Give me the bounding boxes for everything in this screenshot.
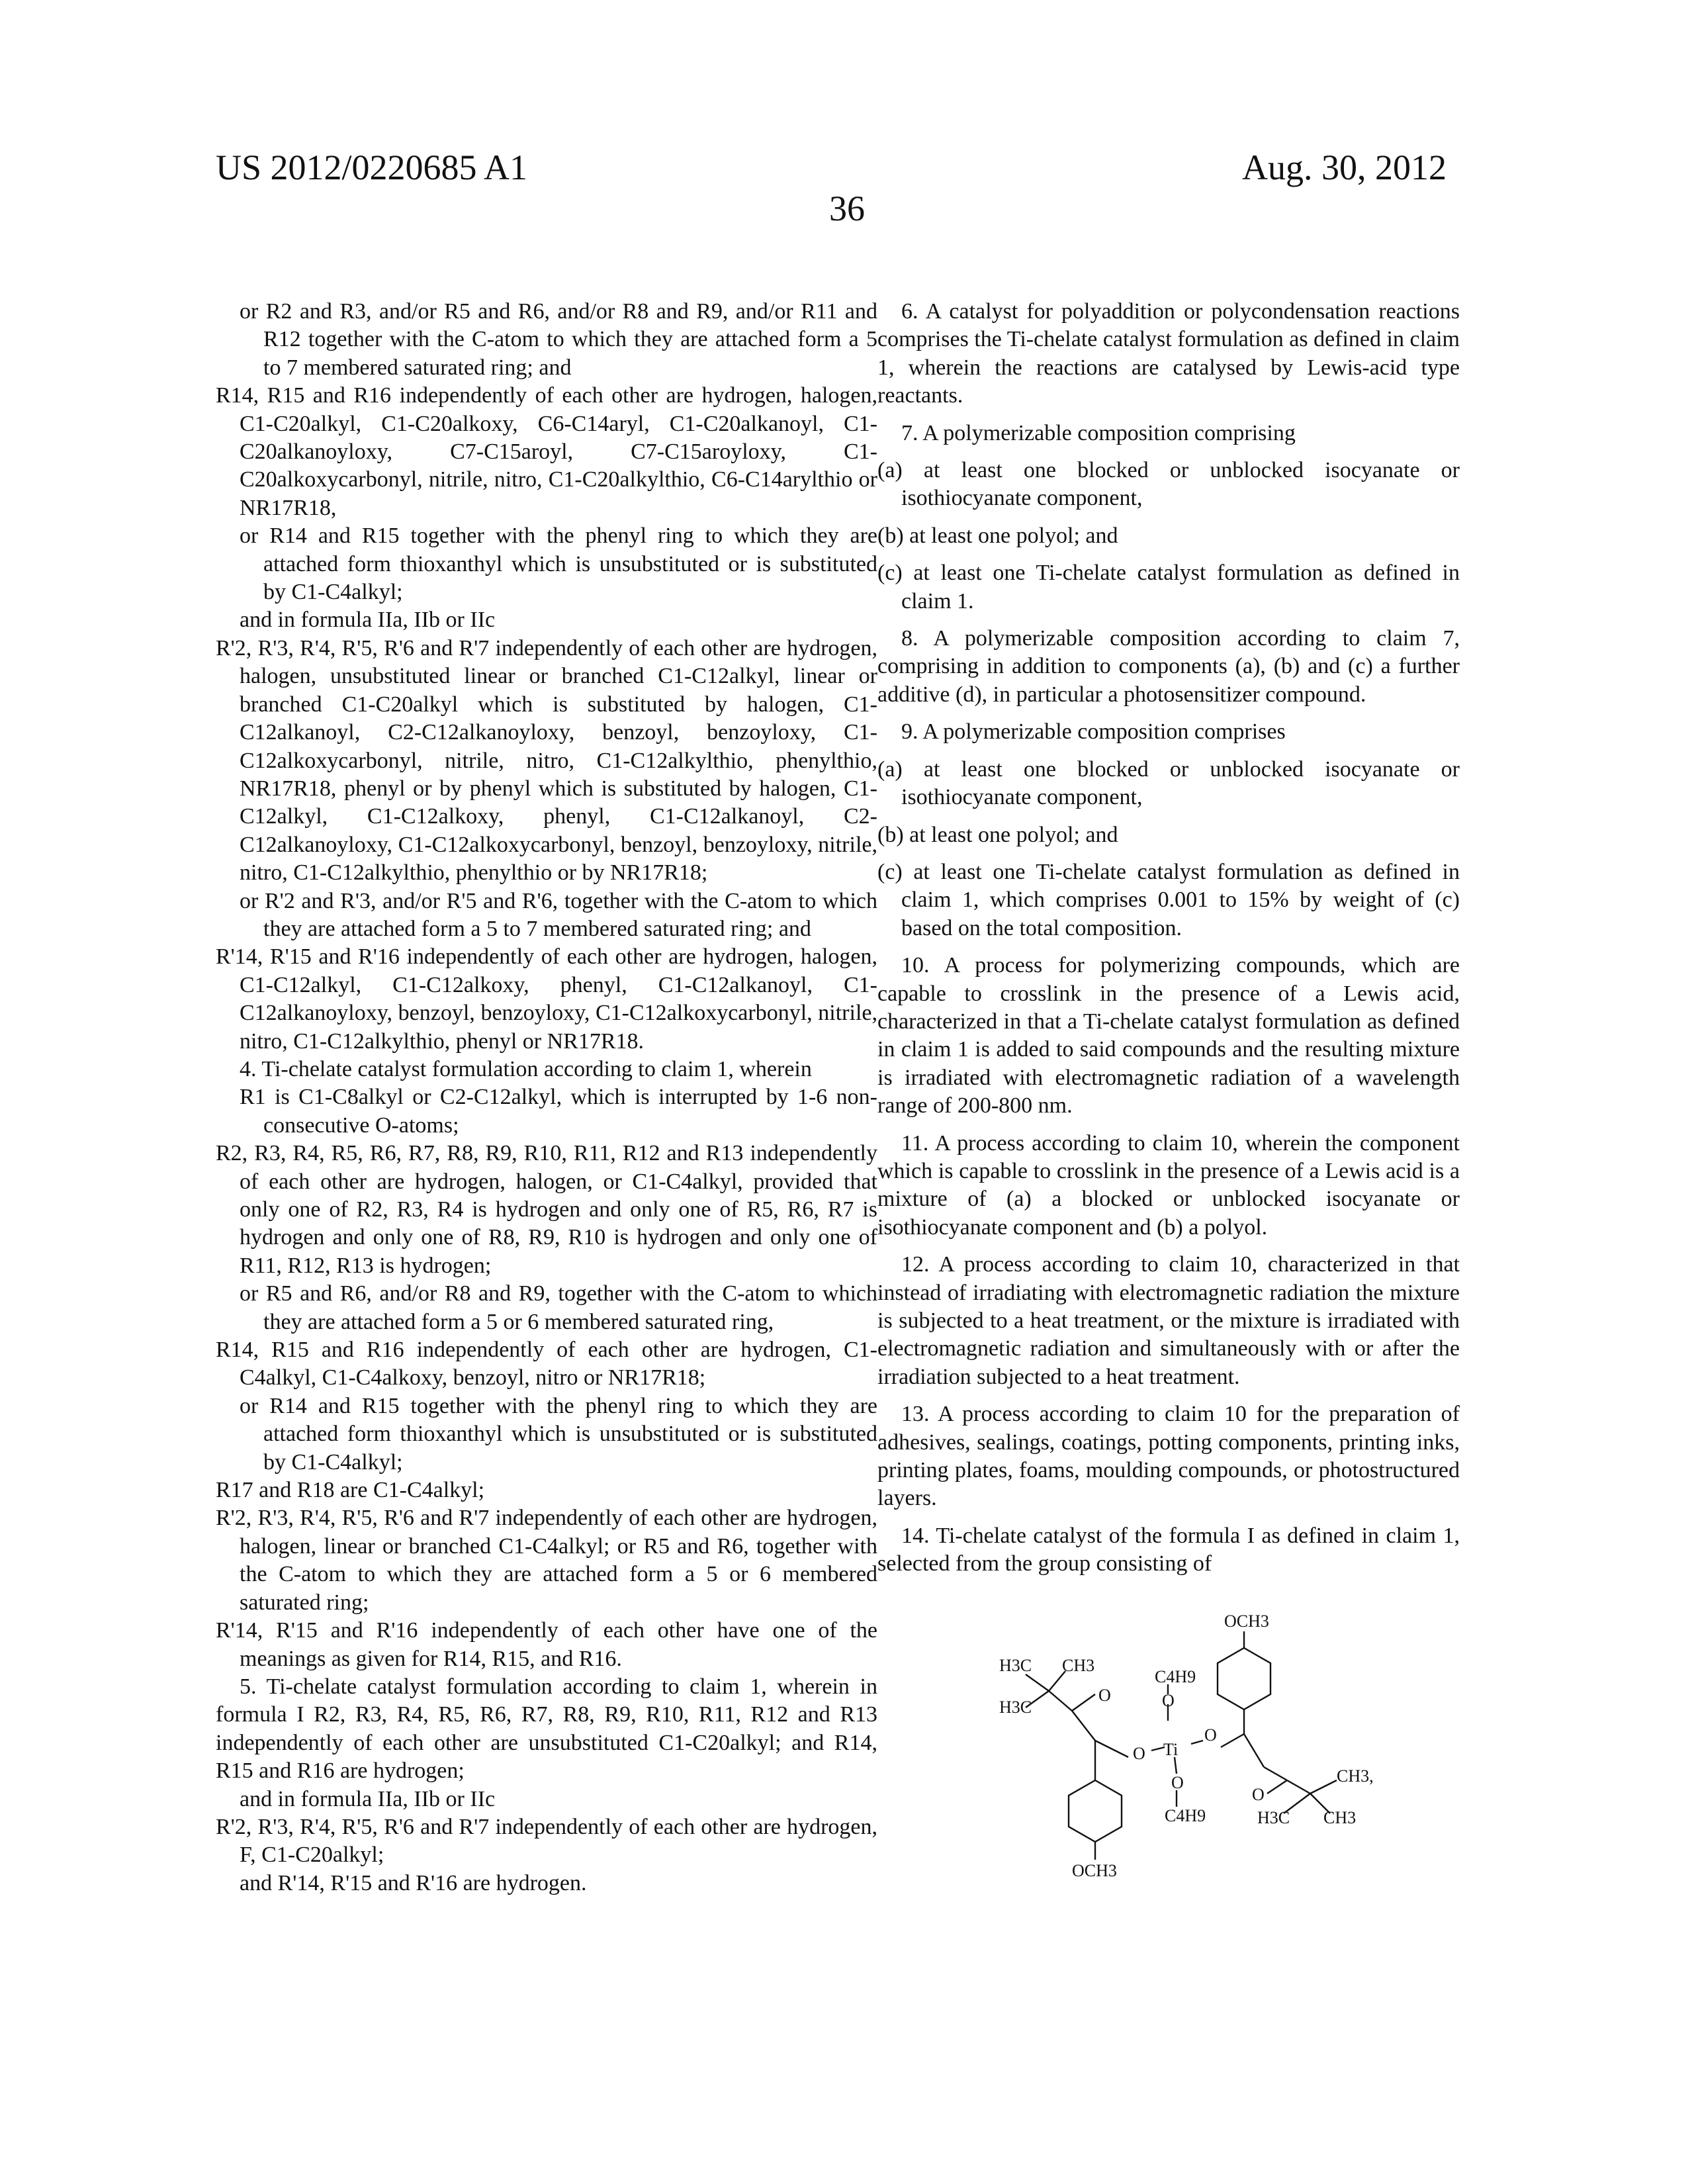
claim-8: 8. A polymerizable composition according to claim 7, comprising in addition to components (a), (b) and (c) a further additive (d), in particular a photosensitizer compound. [877,625,1460,709]
bond [1221,1734,1244,1747]
bond [1072,1694,1095,1711]
h3c-label: H3C [999,1698,1032,1717]
paragraph: R17 and R18 are C1-C4alkyl; [216,1477,877,1504]
paragraph: R'14, R'15 and R'16 independently of each other have one of the meanings as given for R14, R15, and R16. [216,1617,877,1673]
paragraph: R'2, R'3, R'4, R'5, R'6 and R'7 independently of each other are hydrogen, halogen, unsubstituted linear or branched C1-C12alkyl, linear or branched C1-C20alkyl which is substituted by halogen, C1-C12alkanoyl, C2-C12alkanoyloxy, benzoyl, benzoyloxy, C1-C12alkoxycarbonyl, nitrile, nitro, C1-C12alkylthio, phenylthio, NR17R18, phenyl or by phenyl which is substituted by halogen, C1-C12alkyl, C1-C12alkoxy, phenyl, C1-C12alkanoyl, C2-C12alkanoyloxy, C1-C12alkoxycarbonyl, benzoyl, benzoyloxy, nitrile, nitro, C1-C12alkylthio, phenylthio or by NR17R18; [216,635,877,887]
claim-7: 7. A polymerizable composition comprising [877,420,1460,447]
paragraph: R'2, R'3, R'4, R'5, R'6 and R'7 independently of each other are hydrogen, halogen, linear or branched C1-C4alkyl; or R5 and R6, together with the C-atom to which they are attached form a 5 or 6 membered saturated ring; [216,1504,877,1617]
oxygen-label: O [1162,1691,1175,1710]
titanium-label: Ti [1163,1740,1178,1759]
paragraph: R2, R3, R4, R5, R6, R7, R8, R9, R10, R11, R12 and R13 independently of each other are hydrogen, halogen, or C1-C4alkyl, provided that only one of R2, R3, R4 is hydrogen and only one of R5, R6, R7 is hydrogen and only one of R8, R9, R10 is hydrogen and only one of R11, R12, R13 is hydrogen; [216,1140,877,1280]
claim-6: 6. A catalyst for polyaddition or polycondensation reactions comprises the Ti-chelate catalyst formulation as defined in claim 1, wherein the reactions are catalysed by Lewis-acid type reactants. [877,298,1460,410]
paragraph: R'14, R'15 and R'16 independently of each other are hydrogen, halogen, C1-C12alkyl, C1-C12alkoxy, phenyl, C1-C12alkanoyl, C1-C12alkanoyloxy, benzoyl, benzoyloxy, C1-C12alkoxycarbonyl, nitrile, nitro, C1-C12alkylthio, phenyl or NR17R18. [216,943,877,1056]
bond [1095,1741,1128,1757]
bond [1264,1767,1287,1780]
claim-9-b: (b) at least one polyol; and [877,821,1460,849]
chemical-structure [913,1608,1376,2085]
paragraph: or R2 and R3, and/or R5 and R6, and/or R8 and R9, and/or R11 and R12 together with the C-atom to which they are attached form a 5 to 7 membered saturated ring; and [240,298,877,382]
claim-14: 14. Ti-chelate catalyst of the formula I as defined in claim 1, selected from the group consisting of [877,1522,1460,1578]
bond [1072,1711,1095,1741]
left-column [216,298,877,1897]
claim-11: 11. A process according to claim 10, wherein the component which is capable to crosslink in the presence of a Lewis acid is a mixture of (a) a blocked or unblocked isocyanate or isothiocyanate component and (b) a polyol. [877,1130,1460,1242]
claim-7-a: (a) at least one blocked or unblocked isocyanate or isothiocyanate component, [877,457,1460,513]
oxygen-label: O [1098,1686,1111,1705]
claim-10: 10. A process for polymerizing compounds, which are capable to crosslink in the presence of a Lewis acid, characterized in that a Ti-chelate catalyst formulation as defined in claim 1 is added to said compounds and the resulting mixture is irradiated with electromagnetic radiation of a wavelength range of 200-800 nm. [877,952,1460,1120]
right-column [877,298,1460,1578]
paragraph: or R5 and R6, and/or R8 and R9, together with the C-atom to which they are attached form a 5 or 6 membered saturated ring, [240,1280,877,1336]
paragraph: or R14 and R15 together with the phenyl ring to which they are attached form thioxanthyl which is unsubstituted or is substituted by C1-C4alkyl; [240,1392,877,1477]
ch3-label: CH3, [1337,1766,1374,1786]
publication-date: Aug. 30, 2012 [1242,147,1447,188]
paragraph: R1 is C1-C8alkyl or C2-C12alkyl, which is interrupted by 1-6 non-consecutive O-atoms; [240,1083,877,1140]
oxygen-label: O [1133,1744,1145,1763]
paragraph: R14, R15 and R16 independently of each other are hydrogen, C1-C4alkyl, C1-C4alkoxy, benzoyl, nitro or NR17R18; [216,1336,877,1392]
claim-7-c: (c) at least one Ti-chelate catalyst formulation as defined in claim 1. [877,559,1460,615]
bond [1244,1734,1264,1767]
claim-9: 9. A polymerizable composition comprises [877,718,1460,746]
paragraph: and R'14, R'15 and R'16 are hydrogen. [240,1870,877,1897]
h3c-label: H3C [999,1656,1032,1675]
claim-13: 13. A process according to claim 10 for the preparation of adhesives, sealings, coatings, potting components, printing inks, printing plates, foams, moulding compounds, or photostructured layers. [877,1400,1460,1513]
h3c-label: H3C [1257,1808,1290,1827]
bond [1026,1674,1049,1691]
ch3-label: CH3 [1062,1656,1094,1675]
claim-7-b: (b) at least one polyol; and [877,522,1460,550]
oxygen-label: O [1204,1725,1217,1745]
paragraph: and in formula IIa, IIb or IIc [240,1786,877,1813]
page-number: 36 [0,188,1694,229]
claim-9-c: (c) at least one Ti-chelate catalyst formulation as defined in claim 1, which comprises 0.001 to 15% by weight of (c) based on the total composition. [877,858,1460,942]
bond [1191,1741,1203,1744]
bond [1151,1747,1165,1751]
bond [1175,1757,1177,1774]
paragraph: or R14 and R15 together with the phenyl ring to which they are attached form thioxanthyl which is unsubstituted or is substituted by C1-C4alkyl; [240,522,877,606]
paragraph: and in formula IIa, IIb or IIc [240,606,877,634]
oxygen-label: O [1252,1785,1265,1804]
paragraph: R14, R15 and R16 independently of each other are hydrogen, halogen, C1-C20alkyl, C1-C20alkoxy, C6-C14aryl, C1-C20alkanoyl, C1-C20alkanoyloxy, C7-C15aroyl, C7-C15aroyloxy, C1-C20alkoxycarbonyl, nitrile, nitro, C1-C20alkylthio, C6-C14arylthio or NR17R18, [216,382,877,522]
benzene-ring-bottom [1069,1780,1122,1842]
claim-9-a: (a) at least one blocked or unblocked isocyanate or isothiocyanate component, [877,756,1460,812]
paragraph: R'2, R'3, R'4, R'5, R'6 and R'7 independently of each other are hydrogen, F, C1-C20alkyl; [216,1813,877,1870]
butyl-label: C4H9 [1165,1806,1206,1825]
claim-5: 5. Ti-chelate catalyst formulation according to claim 1, wherein in formula I R2, R3, R4, R5, R6, R7, R8, R9, R10, R11, R12 and R13 independently of each other are unsubstituted C1-C20alkyl; and R14, R15 and R16 are hydrogen; [216,1673,877,1786]
ch3-label: CH3 [1323,1808,1356,1827]
benzene-ring-top [1218,1648,1270,1709]
bond [1310,1780,1337,1794]
butyl-label: C4H9 [1155,1667,1196,1686]
bond [1049,1691,1072,1711]
publication-number: US 2012/0220685 A1 [216,147,527,188]
och3-bottom-label: OCH3 [1072,1861,1117,1880]
och3-top-label: OCH3 [1224,1612,1269,1631]
oxygen-label: O [1171,1773,1184,1792]
bond [1267,1780,1287,1794]
claim-4: 4. Ti-chelate catalyst formulation according to claim 1, wherein [216,1056,877,1083]
bond [1287,1780,1310,1794]
paragraph: or R'2 and R'3, and/or R'5 and R'6, together with the C-atom to which they are attached form a 5 to 7 membered saturated ring; and [240,887,877,944]
claim-12: 12. A process according to claim 10, characterized in that instead of irradiating with electromagnetic radiation the mixture is subjected to a heat treatment, or the mixture is irradiated with electromagnetic radiation and simultaneously with or after the irradiation subjected to a heat treatment. [877,1251,1460,1391]
